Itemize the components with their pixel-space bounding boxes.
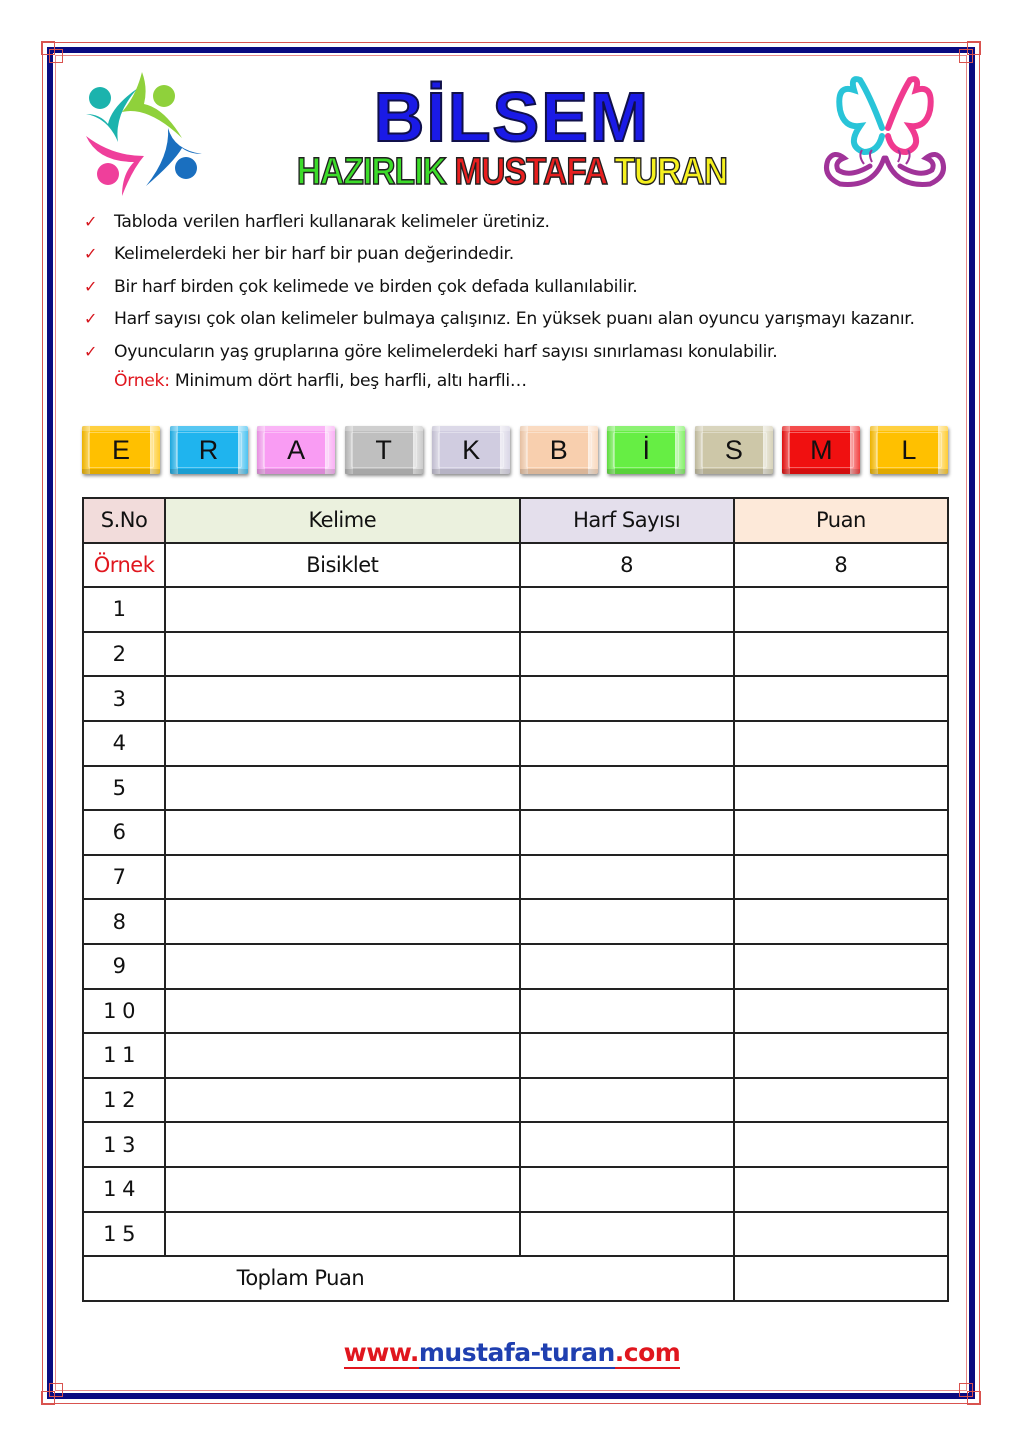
word-cell[interactable] xyxy=(165,721,519,766)
row-number: 1 xyxy=(83,587,165,632)
subtitle-part: HAZIRLIK xyxy=(296,151,446,193)
word-cell[interactable] xyxy=(165,676,519,721)
instruction-item xyxy=(82,303,962,335)
letter-count-cell[interactable] xyxy=(520,1122,734,1167)
tile-letter: K xyxy=(462,434,481,465)
letter-tile xyxy=(257,426,335,474)
instruction-text: Bir harf birden çok kelimede ve birden çok defada kullanılabilir. xyxy=(114,276,638,297)
row-number: 7 xyxy=(83,855,165,900)
score-cell[interactable] xyxy=(734,1033,948,1078)
example-word: Bisiklet xyxy=(165,543,519,588)
word-cell[interactable] xyxy=(165,855,519,900)
instruction-item xyxy=(82,238,962,270)
word-cell[interactable] xyxy=(165,1122,519,1167)
header-harf-sayisi: Harf Sayısı xyxy=(520,498,734,543)
score-cell[interactable] xyxy=(734,989,948,1034)
checkmark-icon: ✓ xyxy=(84,212,98,231)
example-letter-count: 8 xyxy=(520,543,734,588)
word-cell[interactable] xyxy=(165,1078,519,1123)
instruction-text: Harf sayısı çok olan kelimeler bulmaya çalışınız. En yüksek puanı alan oyuncu yarışmayı kazanır. xyxy=(114,309,915,330)
letter-tile xyxy=(607,426,685,474)
score-cell[interactable] xyxy=(734,1078,948,1123)
score-cell[interactable] xyxy=(734,766,948,811)
word-score-table xyxy=(82,497,949,1302)
example-row xyxy=(83,543,948,588)
score-cell[interactable] xyxy=(734,632,948,677)
table-row xyxy=(83,1212,948,1257)
table-row xyxy=(83,721,948,766)
row-number: 1 0 xyxy=(83,989,165,1034)
tile-letter: İ xyxy=(642,434,651,465)
instruction-text: Tabloda verilen harfleri kullanarak kelimeler üretiniz. xyxy=(114,212,550,232)
letter-count-cell[interactable] xyxy=(520,944,734,989)
row-number: 5 xyxy=(83,766,165,811)
table-row xyxy=(83,1167,948,1212)
letter-count-cell[interactable] xyxy=(520,1212,734,1257)
table-row xyxy=(83,855,948,900)
instruction-item xyxy=(82,336,962,368)
letter-count-cell[interactable] xyxy=(520,587,734,632)
score-cell[interactable] xyxy=(734,676,948,721)
table-row xyxy=(83,1122,948,1167)
word-cell[interactable] xyxy=(165,1212,519,1257)
word-cell[interactable] xyxy=(165,810,519,855)
score-cell[interactable] xyxy=(734,587,948,632)
table-row xyxy=(83,810,948,855)
header-kelime: Kelime xyxy=(165,498,519,543)
letter-count-cell[interactable] xyxy=(520,766,734,811)
word-cell[interactable] xyxy=(165,1033,519,1078)
letter-count-cell[interactable] xyxy=(520,1033,734,1078)
letter-tile xyxy=(345,426,423,474)
total-score-cell[interactable] xyxy=(734,1256,948,1301)
score-cell[interactable] xyxy=(734,1122,948,1167)
letter-tile xyxy=(520,426,598,474)
row-number: 1 3 xyxy=(83,1122,165,1167)
total-label: Toplam Puan xyxy=(83,1256,734,1301)
table-row xyxy=(83,944,948,989)
letter-count-cell[interactable] xyxy=(520,989,734,1034)
word-cell[interactable] xyxy=(165,632,519,677)
letter-count-cell[interactable] xyxy=(520,721,734,766)
page-title: BİLSEM xyxy=(373,78,651,156)
letter-count-cell[interactable] xyxy=(520,632,734,677)
website-domain[interactable]: mustafa-turan xyxy=(418,1338,615,1367)
border-corner-ornament xyxy=(959,49,973,63)
instructions-list xyxy=(82,206,962,368)
table-row xyxy=(83,587,948,632)
letter-tile xyxy=(170,426,248,474)
row-number: 6 xyxy=(83,810,165,855)
tile-letter: B xyxy=(549,434,568,465)
table-row xyxy=(83,1033,948,1078)
tile-letter: M xyxy=(810,434,833,465)
example-label: Örnek: xyxy=(114,371,170,391)
letter-tiles xyxy=(82,426,948,476)
page-subtitle xyxy=(61,150,962,194)
checkmark-icon: ✓ xyxy=(84,341,98,361)
table-row xyxy=(83,989,948,1034)
letter-tile xyxy=(782,426,860,474)
letter-count-cell[interactable] xyxy=(520,810,734,855)
word-cell[interactable] xyxy=(165,766,519,811)
row-number: 1 2 xyxy=(83,1078,165,1123)
word-cell[interactable] xyxy=(165,944,519,989)
tile-letter: R xyxy=(198,434,219,465)
tile-letter: L xyxy=(901,434,917,465)
score-cell[interactable] xyxy=(734,1167,948,1212)
score-cell[interactable] xyxy=(734,944,948,989)
example-score: 8 xyxy=(734,543,948,588)
letter-tile xyxy=(870,426,948,474)
table-row xyxy=(83,676,948,721)
row-number: 8 xyxy=(83,899,165,944)
checkmark-icon: ✓ xyxy=(84,244,98,264)
instruction-item xyxy=(82,271,962,303)
tile-letter: A xyxy=(287,434,306,465)
table-header-row xyxy=(83,498,948,543)
example-sno: Örnek xyxy=(83,543,165,588)
word-cell[interactable] xyxy=(165,899,519,944)
letter-count-cell[interactable] xyxy=(520,899,734,944)
letter-tile xyxy=(82,426,160,474)
row-number: 3 xyxy=(83,676,165,721)
example-text: Minimum dört harfli, beş harfli, altı harfli… xyxy=(169,371,527,391)
word-cell[interactable] xyxy=(165,1167,519,1212)
row-number: 1 5 xyxy=(83,1212,165,1257)
header-puan: Puan xyxy=(734,498,948,543)
website-link[interactable] xyxy=(0,1338,1024,1367)
row-number: 9 xyxy=(83,944,165,989)
letter-count-cell[interactable] xyxy=(520,676,734,721)
border-corner-ornament xyxy=(49,1383,63,1397)
checkmark-icon: ✓ xyxy=(84,309,98,329)
table-row xyxy=(83,899,948,944)
subtitle-part: MUSTAFA xyxy=(445,151,607,193)
letter-count-cell[interactable] xyxy=(520,1078,734,1123)
tile-letter: T xyxy=(375,434,392,465)
score-cell[interactable] xyxy=(734,810,948,855)
total-row xyxy=(83,1256,948,1301)
checkmark-icon: ✓ xyxy=(84,276,98,296)
letter-tile xyxy=(432,426,510,474)
instruction-text: Kelimelerdeki her bir harf bir puan değerindedir. xyxy=(114,244,514,265)
word-cell[interactable] xyxy=(165,587,519,632)
score-cell[interactable] xyxy=(734,855,948,900)
letter-count-cell[interactable] xyxy=(520,1167,734,1212)
letter-count-cell[interactable] xyxy=(520,855,734,900)
row-number: 2 xyxy=(83,632,165,677)
row-number: 4 xyxy=(83,721,165,766)
score-cell[interactable] xyxy=(734,1212,948,1257)
row-number: 1 1 xyxy=(83,1033,165,1078)
instruction-item xyxy=(82,206,962,238)
row-number: 1 4 xyxy=(83,1167,165,1212)
score-cell[interactable] xyxy=(734,721,948,766)
website-tld[interactable]: .com xyxy=(614,1338,681,1367)
word-cell[interactable] xyxy=(165,989,519,1034)
table-row xyxy=(83,766,948,811)
border-corner-ornament xyxy=(959,1383,973,1397)
table-row xyxy=(83,1078,948,1123)
subtitle-part: TURAN xyxy=(606,151,728,193)
example-note xyxy=(114,366,527,396)
website-www[interactable]: www. xyxy=(343,1338,419,1367)
tile-letter: S xyxy=(724,434,743,465)
header-sno: S.No xyxy=(83,498,165,543)
score-cell[interactable] xyxy=(734,899,948,944)
letter-tile xyxy=(695,426,773,474)
border-corner-ornament xyxy=(49,49,63,63)
table-row xyxy=(83,632,948,677)
tile-letter: E xyxy=(111,434,130,465)
instruction-text: Oyuncuların yaş gruplarına göre kelimelerdeki harf sayısı sınırlaması konulabilir. xyxy=(114,341,778,362)
